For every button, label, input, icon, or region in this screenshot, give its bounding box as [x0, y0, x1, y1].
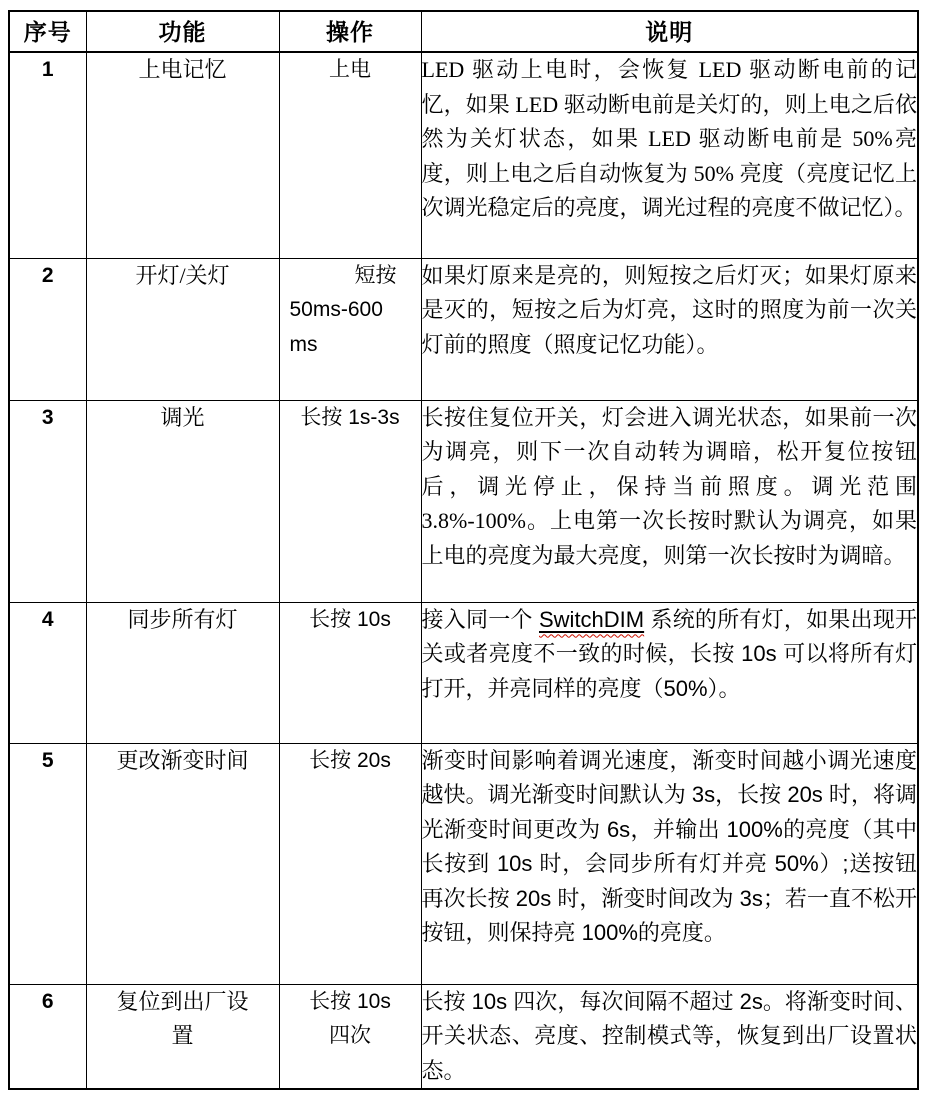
cell-description: 渐变时间影响着调光速度，渐变时间越小调光速度越快。调光渐变时间默认为 3s，长按 20s 时，将调光渐变时间更改为 6s，并输出 100%的亮度（其中长按到 10s 时，会同步所有灯并亮 50%）;送按钮再次长按 20s 时，渐变时间改为 3s；若一直不松开按钮，则保持亮 100%的亮度。: [421, 743, 918, 984]
switchdim-keyword-text: SwitchDIM: [539, 606, 645, 632]
cell-operation: 上电: [279, 52, 421, 258]
operation-line: 四次: [329, 1024, 371, 1047]
cell-description: 长按住复位开关，灯会进入调光状态，如果前一次为调亮，则下一次自动转为调暗，松开复位按钮后，调光停止，保持当前照度。调光范围 3.8%-100%。上电第一次长按时默认为调亮，如果上电的亮度为最大亮度，则第一次长按时为调暗。: [421, 400, 918, 602]
cell-no: 2: [9, 258, 86, 400]
header-cell-op: 操作: [279, 11, 421, 52]
description-text: 系统的所有灯，如果出现开关或者亮度不一致的时候，长按 10s 可以将所有灯打开，并亮同样的亮度（50%）。: [421, 606, 917, 701]
cell-operation: [279, 258, 421, 400]
cell-no: 4: [9, 602, 86, 743]
header-cell-func: 功能: [86, 11, 279, 52]
cell-description: [421, 602, 918, 743]
operation-line: 50ms-600: [289, 298, 383, 321]
function-line: 复位到出厂设: [116, 988, 249, 1014]
table-header-row: [9, 11, 918, 52]
cell-no: 5: [9, 743, 86, 984]
cell-operation: [279, 984, 421, 1089]
cell-description: 如果灯原来是亮的，则短按之后灯灭；如果灯原来是灭的，短按之后为灯亮，这时的照度为前一次关灯前的照度（照度记忆功能）。: [421, 258, 918, 400]
cell-operation: 长按 10s: [279, 602, 421, 743]
cell-function: [86, 984, 279, 1089]
table-row: [9, 258, 918, 400]
table-row: [9, 400, 918, 602]
header-cell-no: 序号: [9, 11, 86, 52]
cell-no: 6: [9, 984, 86, 1089]
description-text: 接入同一个: [421, 606, 539, 632]
table-row: [9, 743, 918, 984]
operation-line: 短按: [354, 263, 397, 287]
cell-function: 同步所有灯: [86, 602, 279, 743]
function-table: [8, 10, 919, 1090]
cell-no: 3: [9, 400, 86, 602]
cell-function: 调光: [86, 400, 279, 602]
table-row: [9, 984, 918, 1089]
switchdim-keyword: [539, 607, 644, 632]
operation-line: 长按 10s: [309, 989, 391, 1013]
cell-no: 1: [9, 52, 86, 258]
cell-operation: 长按 20s: [279, 743, 421, 984]
table-row: [9, 52, 918, 258]
cell-function: 上电记忆: [86, 52, 279, 258]
cell-function: 开灯/关灯: [86, 258, 279, 400]
header-cell-desc: 说明: [421, 11, 918, 52]
table-row: [9, 602, 918, 743]
cell-description: LED 驱动上电时，会恢复 LED 驱动断电前的记忆，如果 LED 驱动断电前是关灯的，则上电之后依然为关灯状态，如果 LED 驱动断电前是 50%亮度，则上电之后自动恢复为 50% 亮度（亮度记忆上次调光稳定后的亮度，调光过程的亮度不做记忆）。: [421, 52, 918, 258]
operation-line: ms: [289, 332, 318, 356]
cell-operation: 长按 1s-3s: [279, 400, 421, 602]
cell-function: 更改渐变时间: [86, 743, 279, 984]
function-line: 置: [171, 1023, 194, 1048]
cell-description: 长按 10s 四次，每次间隔不超过 2s。将渐变时间、开关状态、亮度、控制模式等，恢复到出厂设置状态。: [421, 984, 918, 1089]
